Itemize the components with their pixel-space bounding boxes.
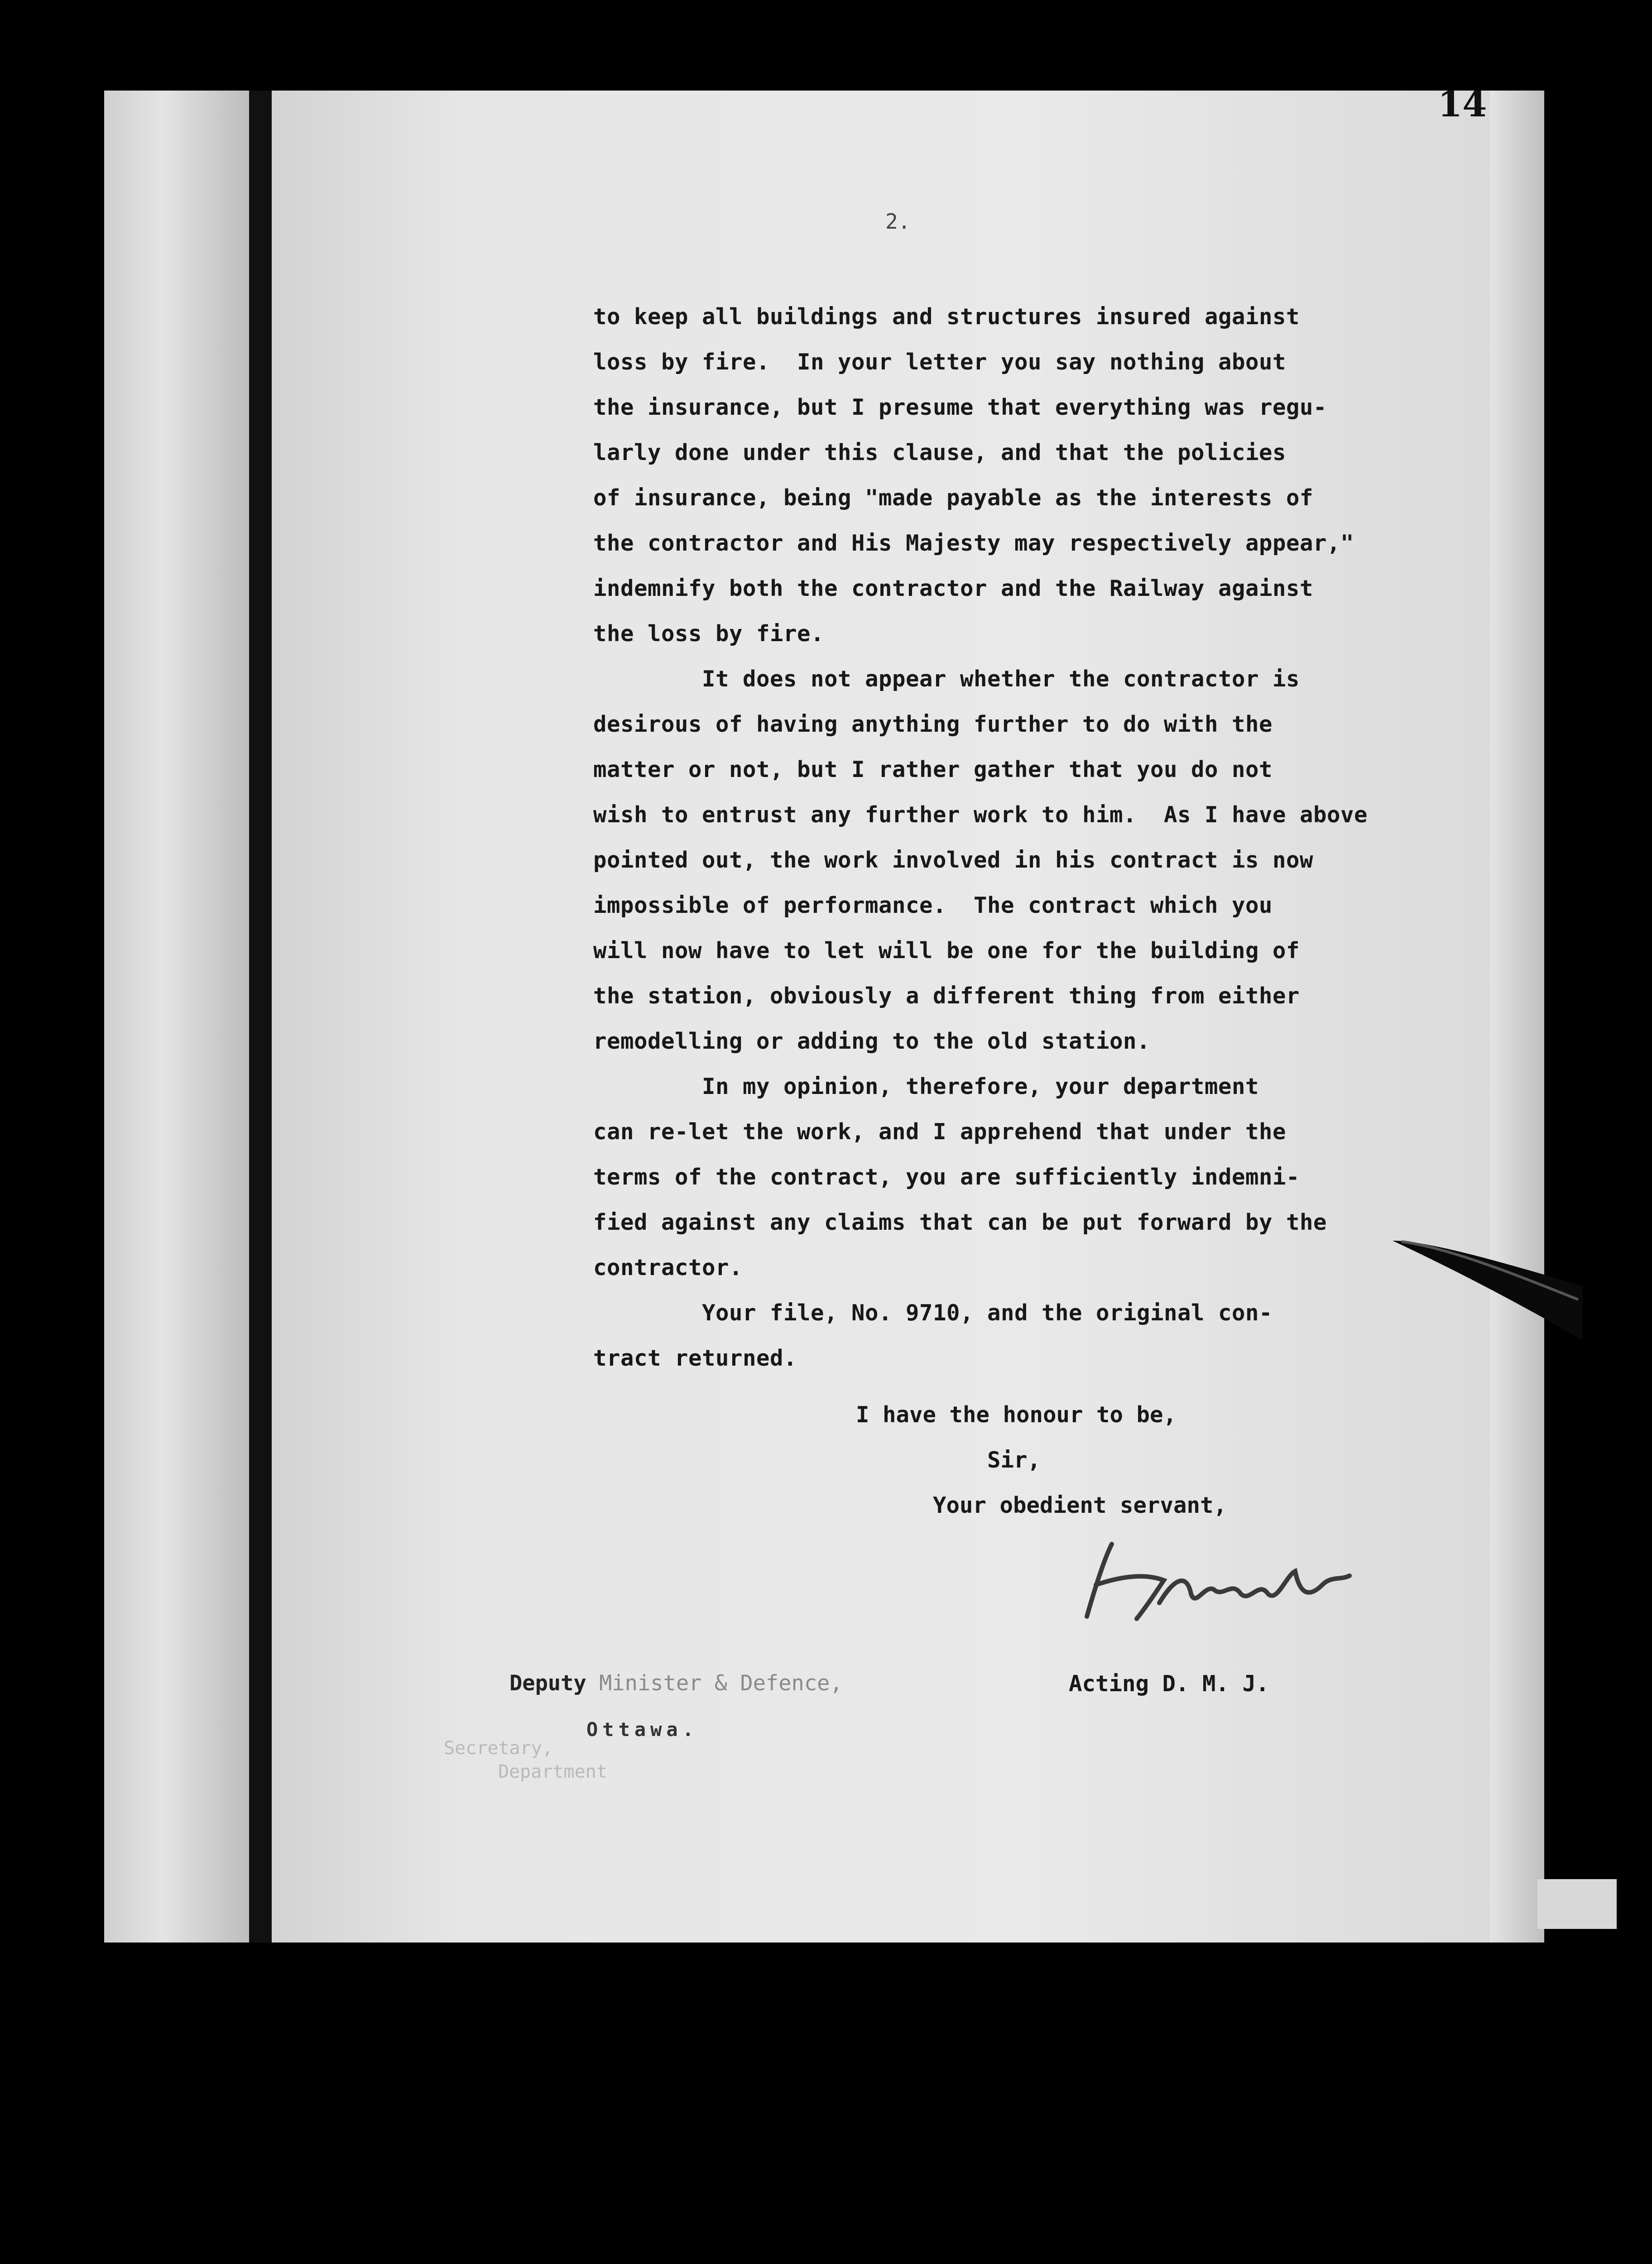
body-line: will now have to let will be one for the building of xyxy=(593,938,1300,964)
page-tab xyxy=(1537,1879,1617,1929)
body-line: to keep all buildings and structures insured against xyxy=(593,304,1300,330)
body-line: terms of the contract, you are sufficiently indemni- xyxy=(593,1164,1300,1190)
body-line: indemnify both the contractor and the Railway against xyxy=(593,576,1314,601)
body-line: matter or not, but I rather gather that you do not xyxy=(593,757,1273,782)
closing-line: Your obedient servant, xyxy=(933,1492,1227,1518)
body-line: remodelling or adding to the old station. xyxy=(593,1028,1151,1054)
letter-closing xyxy=(593,1392,1363,1528)
body-line: contractor. xyxy=(593,1255,743,1281)
page-edge-shadow xyxy=(1490,91,1544,1943)
body-line: loss by fire. In your letter you say nothing about xyxy=(593,349,1287,375)
body-line: pointed out, the work involved in his contract is now xyxy=(593,847,1314,873)
handwritten-signature xyxy=(1069,1530,1359,1635)
addressee-title-faint: Minister & Defence, xyxy=(599,1671,843,1696)
addressee-city: Ottawa. xyxy=(586,1718,699,1741)
page-sequence-mark: 2. xyxy=(885,209,911,234)
addressee-title-bold: Deputy xyxy=(509,1671,586,1696)
body-line: wish to entrust any further work to him. As I have above xyxy=(593,802,1368,828)
addressee-title xyxy=(509,1671,843,1696)
body-line: larly done under this clause, and that the policies xyxy=(593,440,1287,465)
ghost-line: Department xyxy=(498,1761,607,1782)
body-line: In my opinion, therefore, your department xyxy=(593,1074,1259,1099)
body-line: the insurance, but I presume that everything was regu- xyxy=(593,394,1327,420)
signer-title: Acting D. M. J. xyxy=(1069,1671,1269,1697)
left-page-strip xyxy=(104,91,249,1943)
body-line: desirous of having anything further to do with the xyxy=(593,711,1273,737)
ghost-line: Secretary, xyxy=(444,1738,553,1759)
page-number: 14 xyxy=(1438,84,1487,125)
body-line: fied against any claims that can be put forward by the xyxy=(593,1209,1327,1235)
body-line: the contractor and His Majesty may respectively appear," xyxy=(593,530,1354,556)
body-line: the loss by fire. xyxy=(593,621,825,647)
body-line: Your file, No. 9710, and the original con- xyxy=(593,1300,1273,1326)
body-line: the station, obviously a different thing from either xyxy=(593,983,1300,1009)
body-line: tract returned. xyxy=(593,1345,797,1371)
pen-tip xyxy=(1393,1223,1583,1340)
closing-line: I have the honour to be, xyxy=(856,1402,1177,1428)
body-line: of insurance, being "made payable as the interests of xyxy=(593,485,1314,511)
body-line: It does not appear whether the contractor is xyxy=(593,666,1300,692)
struck-ghost-text xyxy=(444,1736,607,1784)
closing-salutation: Sir, xyxy=(987,1447,1041,1473)
binding-spine xyxy=(249,91,272,1943)
body-line: can re-let the work, and I apprehend that under the xyxy=(593,1119,1287,1145)
letter-body xyxy=(593,294,1368,1381)
body-line: impossible of performance. The contract which you xyxy=(593,892,1273,918)
